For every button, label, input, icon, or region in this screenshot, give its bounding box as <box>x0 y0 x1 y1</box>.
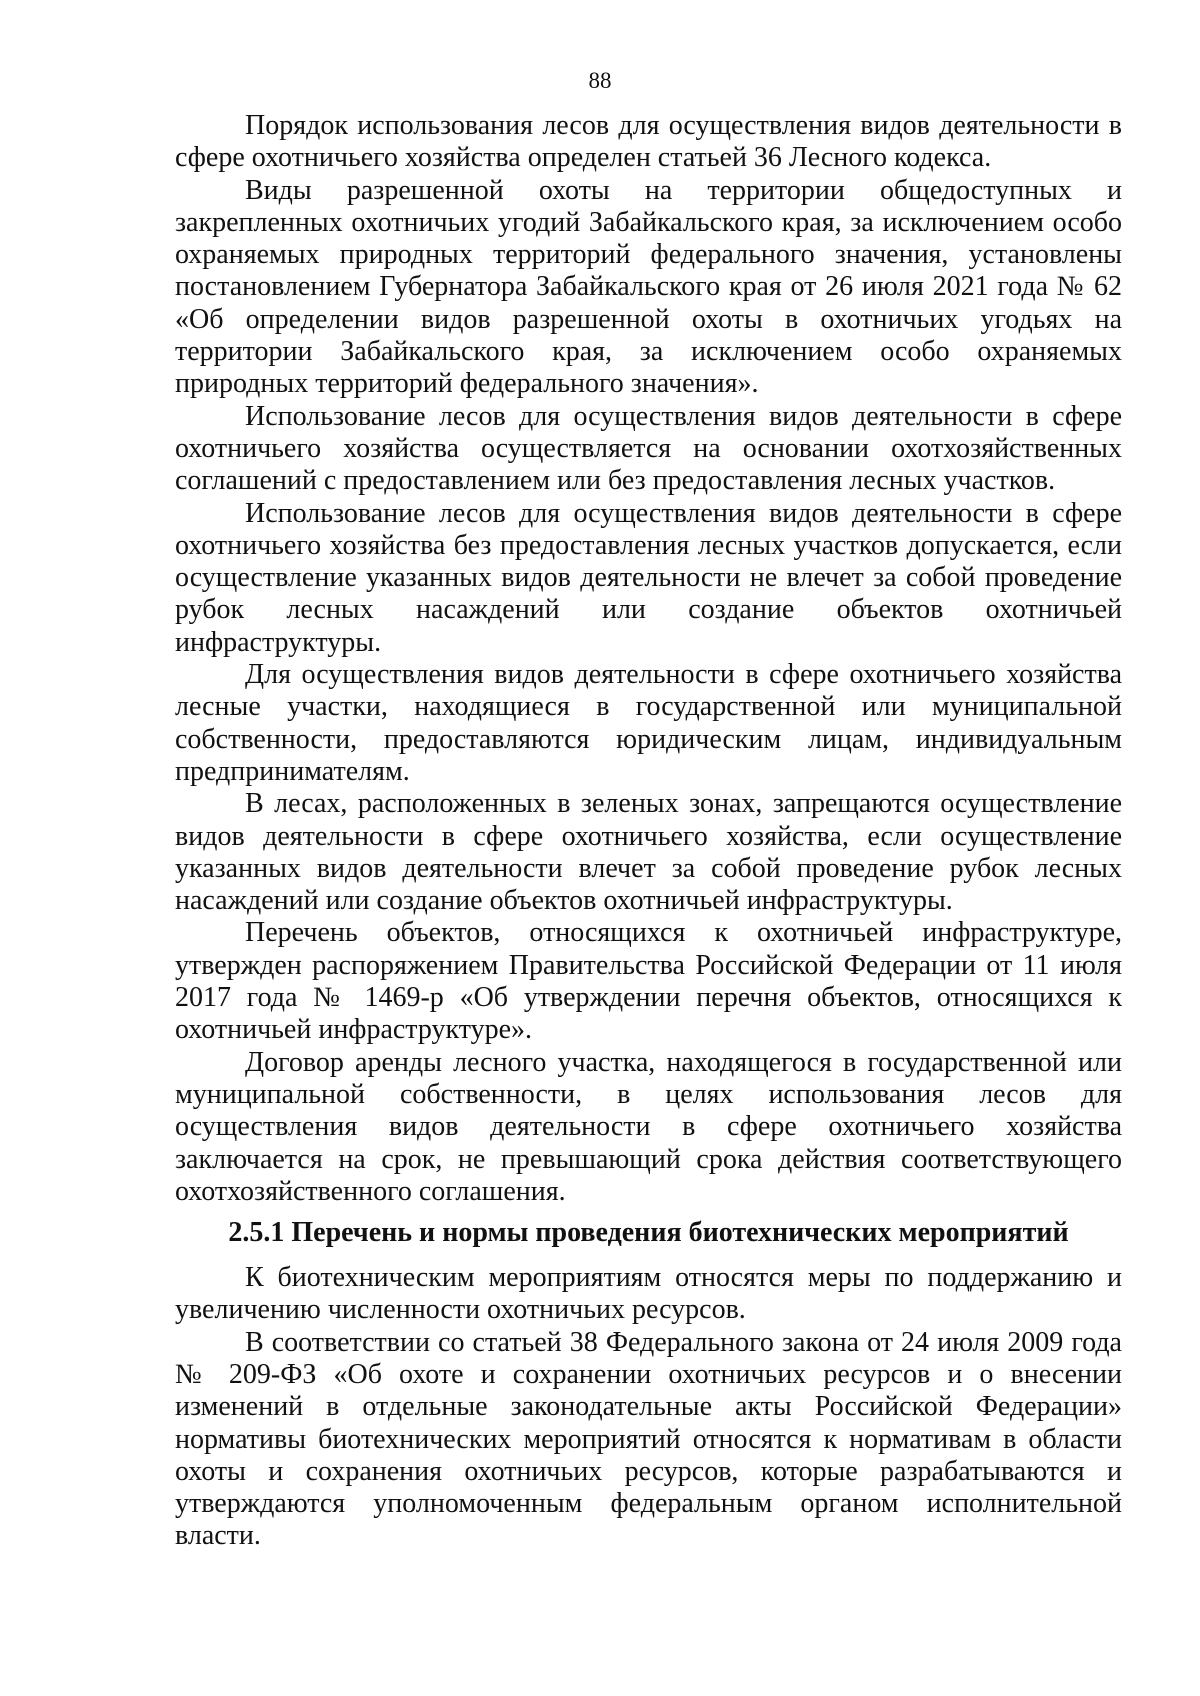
paragraph-forest-use-order: Порядок использования лесов для осуществления видов деятельности в сфере охотничьего хозяйства определен статьей 36 Лесного кодекса. <box>175 110 1122 174</box>
paragraph-hunting-agreements: Использование лесов для осуществления видов деятельности в сфере охотничьего хозяйства осуществляется на основании охотхозяйственных соглашений с предоставлением или без предоставления лесных участков. <box>175 400 1122 497</box>
paragraph-green-zones: В лесах, расположенных в зеленых зонах, запрещаются осуществление видов деятельности в сфере охотничьего хозяйства, если осуществление указанных видов деятельности влечет за собой проведение рубок лесных насаждений или создание объектов охотничьей инфраструктуры. <box>175 788 1122 917</box>
paragraph-hunting-types: Виды разрешенной охоты на территории общедоступных и закрепленных охотничьих угодий Забайкальского края, за исключением особо охраняемых природных территорий федерального значения, установлены постановлением Губернатора Забайкальского края от 26 июля 2021 года № 62 «Об определении видов разрешенной охоты в охотничьих угодьях на территории Забайкальского края, за исключением особо охраняемых природных территорий федерального значения». <box>175 174 1122 400</box>
paragraph-biotechnical-norms: В соответствии со статьей 38 Федерального закона от 24 июля 2009 года № 209-ФЗ «Об охоте и сохранении охотничьих ресурсов и о внесении изменений в отдельные законодательные акты Российской Федерации» нормативы биотехнических мероприятий относятся к нормативам в области охоты и сохранения охотничьих ресурсов, которые разрабатываются и утверждаются уполномоченным федеральным органом исполнительной власти. <box>175 1326 1122 1552</box>
paragraph-use-without-plots: Использование лесов для осуществления видов деятельности в сфере охотничьего хозяйства без предоставления лесных участков допускается, если осуществление указанных видов деятельности не влечет за собой проведение рубок лесных насаждений или создание объектов охотничьей инфраструктуры. <box>175 497 1122 658</box>
paragraph-infrastructure-list: Перечень объектов, относящихся к охотничьей инфраструктуре, утвержден распоряжением Правительства Российской Федерации от 11 июля 2017 года № 1469-р «Об утверждении перечня объектов, относящихся к охотничьей инфраструктуре». <box>175 917 1122 1046</box>
paragraph-plots-provision: Для осуществления видов деятельности в сфере охотничьего хозяйства лесные участки, находящиеся в государственной или муниципальной собственности, предоставляются юридическим лицам, индивидуальным предпринимателям. <box>175 659 1122 787</box>
page-number: 88 <box>588 68 612 93</box>
section-heading: 2.5.1 Перечень и нормы проведения биотехнических мероприятий <box>228 1217 1069 1249</box>
document-body <box>175 110 1122 1553</box>
paragraph-biotechnical-measures: К биотехническим мероприятиям относятся меры по поддержанию и увеличению численности охотничьих ресурсов. <box>175 1262 1122 1326</box>
paragraph-lease-agreement: Договор аренды лесного участка, находящегося в государственной или муниципальной собственности, в целях использования лесов для осуществления видов деятельности в сфере охотничьего хозяйства заключается на срок, не превышающий срока действия соответствующего охотхозяйственного соглашения. <box>175 1046 1122 1207</box>
